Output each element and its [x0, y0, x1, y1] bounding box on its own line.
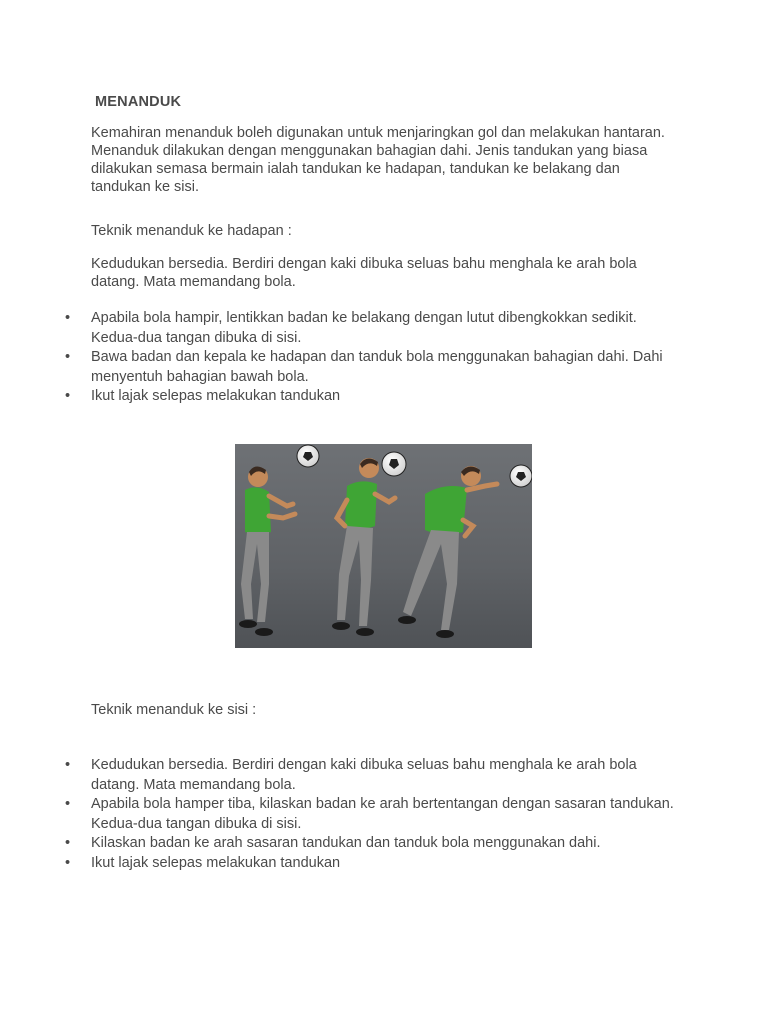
- player-shirt: [345, 481, 377, 529]
- bullet-icon: •: [65, 854, 71, 871]
- player-shoe: [398, 616, 416, 624]
- illustration-svg: [235, 444, 532, 648]
- list-item-text: Bawa badan dan kepala ke hadapan dan tanduk bola menggunakan bahagian dahi. Dahi menyentuh bahagian bawah bola.: [91, 349, 663, 385]
- list-item: [65, 348, 685, 387]
- list-item-text: Kedudukan bersedia. Berdiri dengan kaki dibuka seluas bahu menghala ke arah bola datang. Mata memandang bola.: [91, 757, 637, 793]
- side-steps-list: [65, 756, 685, 873]
- list-item-text: Ikut lajak selepas melakukan tandukan: [91, 854, 341, 871]
- list-item-text: Kilaskan badan ke arah sasaran tandukan dan tanduk bola menggunakan dahi.: [91, 835, 601, 851]
- bullet-icon: •: [65, 796, 71, 812]
- intro-paragraph: Kemahiran menanduk boleh digunakan untuk menjaringkan gol dan melakukan hantaran. Menanduk dilakukan dengan menggunakan bahagian dahi. Jenis tandukan yang biasa dilakukan semasa bermain ialah tandukan ke hadapan, tandukan ke belakang dan tandukan ke sisi.: [91, 125, 665, 195]
- bullet-icon: •: [65, 349, 71, 365]
- front-stance-paragraph: Kedudukan bersedia. Berdiri dengan kaki dibuka seluas bahu menghala ke arah bola datang. Mata memandang bola.: [91, 256, 637, 290]
- list-item: [65, 854, 685, 874]
- list-item: [65, 309, 685, 348]
- player-shoe: [239, 620, 257, 628]
- bullet-icon: •: [65, 757, 71, 773]
- list-item: [65, 795, 685, 834]
- list-item-text: Apabila bola hampir, lentikkan badan ke belakang dengan lutut dibengkokkan sedikit. Kedua-dua tangan dibuka di sisi.: [91, 310, 637, 346]
- document-title: MENANDUK: [95, 94, 182, 110]
- list-item: [65, 387, 685, 407]
- player-shoe: [255, 628, 273, 636]
- player-shirt: [425, 486, 467, 535]
- illustration-background: [235, 444, 532, 648]
- player-shoe: [436, 630, 454, 638]
- player-shoe: [356, 628, 374, 636]
- player-shoe: [332, 622, 350, 630]
- list-item: [65, 756, 685, 795]
- front-steps-list: [65, 309, 685, 407]
- list-item: [65, 834, 685, 854]
- list-item-text: Ikut lajak selepas melakukan tandukan: [91, 388, 341, 404]
- bullet-icon: •: [65, 388, 71, 404]
- front-heading-subtitle: Teknik menanduk ke hadapan :: [91, 223, 292, 239]
- heading-technique-illustration: [235, 444, 532, 648]
- list-item-text: Apabila bola hamper tiba, kilaskan badan ke arah bertentangan dengan sasaran tandukan. Kedua-dua tangan dibuka di sisi.: [91, 796, 674, 832]
- side-heading-subtitle: Teknik menanduk ke sisi :: [91, 702, 257, 718]
- bullet-icon: •: [65, 310, 71, 326]
- bullet-icon: •: [65, 835, 71, 851]
